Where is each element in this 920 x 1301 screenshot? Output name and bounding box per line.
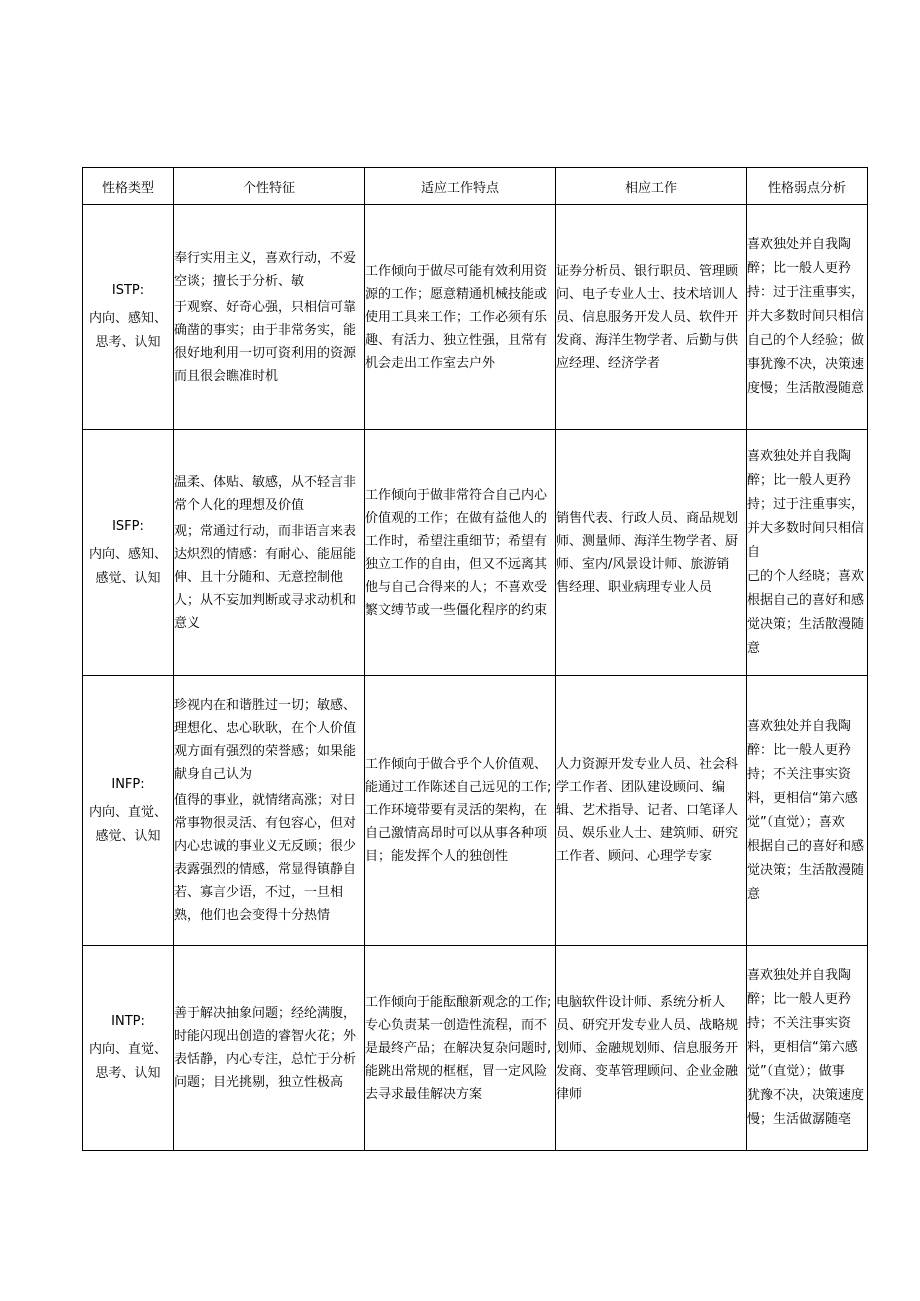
type-desc: 感觉、认知 (95, 570, 161, 586)
feature-line: 繁文缚节或一些僵化程序的约束 (365, 602, 548, 618)
weak-line: 犹豫不决，决策速度 (747, 1088, 865, 1103)
weakness-cell (747, 946, 868, 1151)
feature-line: 目；能发挥个人的独创性 (365, 849, 509, 864)
job-line: 师、室内/风景设计师、旅游销 (556, 556, 730, 572)
weak-line: 料，更相信“第六感 (747, 790, 858, 806)
trait-line: 献身自己认为 (174, 767, 253, 782)
weak-line: 持：过于注重事实， (747, 285, 865, 300)
jobs-cell (556, 430, 747, 676)
weak-line: 持；不关注事实资 (747, 766, 852, 782)
trait-line: 伸、且十分随和、无意控制他 (174, 569, 344, 585)
weak-line: 喜欢独处并自我陶 (747, 718, 852, 734)
job-line: 人力资源开发专业人员、社会科 (556, 757, 739, 772)
job-line: 发商、变革管理顾问、企业金融 (556, 1063, 739, 1079)
weak-line: 喜欢独处并自我陶 (747, 448, 852, 464)
table-row (83, 676, 868, 946)
type-desc: 内向、直觉、 (88, 804, 167, 820)
type-code: INTP: (111, 1014, 145, 1029)
job-line: 应经理、经济学者 (556, 355, 661, 371)
trait-line: 观；常通过行动，而非语言来表 (174, 523, 357, 539)
job-line: 律师 (556, 1086, 583, 1102)
job-line: 证券分析员、银行职员、管理顾 (556, 263, 739, 279)
feature-line: 自己激情高昂时可以从事各种项 (365, 826, 548, 841)
job-line: 电脑软件设计师、系统分析人 (556, 994, 726, 1010)
feature-line: 工作倾向于做合乎个人价值观、 (365, 757, 548, 772)
feature-line: 价值观的工作；在做有益他人的 (365, 510, 548, 526)
weak-line: 慢；生活做潺随亳 (747, 1112, 852, 1127)
weakness-cell (747, 205, 868, 430)
type-cell (83, 946, 174, 1151)
weak-line: 自 (747, 544, 761, 560)
feature-line: 使用工具来工作；工作必须有乐 (365, 309, 548, 325)
job-line: 销售代表、行政人员、商品规划 (556, 510, 739, 526)
weakness-cell (747, 430, 868, 676)
job-line: 工作者、顾问、心理学专家 (556, 849, 713, 864)
weak-line: 觉决策；生活散漫随 (747, 616, 865, 632)
trait-line: 熟，他们也会变得十分热情 (174, 908, 331, 923)
type-cell (83, 676, 174, 946)
job-line: 发商、海洋生物学者、后勤与供 (556, 332, 739, 348)
trait-line: 奉行实用主义，喜欢行动，不爱 (174, 250, 357, 266)
type-desc: 感觉、认知 (95, 828, 161, 844)
type-code: INFP: (111, 776, 145, 792)
trait-line: 常事物很灵活、有包容心，但对 (174, 816, 357, 831)
table-header-row (83, 168, 868, 205)
job-line: 学工作者、团队建设顾问、编 (556, 780, 726, 795)
header-type: 性格类型 (83, 168, 174, 205)
feature-line: 能跳出常规的框框，冒一定风险 (365, 1063, 548, 1079)
feature-line: 源的工作；愿意精通机械技能或 (365, 286, 548, 302)
weak-line: 根据自己的喜好和感 (747, 592, 865, 608)
work-feature-cell (365, 676, 556, 946)
trait-line: 表露强烈的情感，常显得镇静自 (174, 862, 357, 877)
trait-line: 善于解决抽象问题；经纶满腹， (174, 1006, 357, 1021)
personality-table (82, 167, 868, 1151)
work-feature-cell (365, 430, 556, 676)
weak-line: 持；不关注事实资 (747, 1016, 852, 1031)
trait-cell (174, 430, 365, 676)
job-line: 问、电子专业人士、技术培训人 (556, 286, 739, 302)
feature-line: 工作倾向于能酝酿新观念的工作; (365, 994, 552, 1010)
job-line: 划师、金融规划师、信息服务开 (556, 1040, 739, 1056)
trait-line: 人；从不妄加判断或寻求动机和 (174, 592, 357, 608)
type-desc: 思考、认知 (95, 335, 161, 350)
trait-line: 理想化、忠心耿耿，在个人价值 (174, 721, 357, 736)
weak-line: 料，更相信“第六感 (747, 1040, 858, 1055)
job-line: 员、研究开发专业人员、战略规 (556, 1017, 739, 1033)
job-line: 售经理、职业病理专业人员 (556, 579, 713, 595)
trait-line: 珍视内在和谐胜过一切；敏感、 (174, 698, 357, 713)
weak-line: 度慢；生活散漫随意 (747, 381, 865, 396)
type-cell (83, 430, 174, 676)
type-code: ISTP: (111, 283, 145, 298)
trait-line: 意义 (174, 615, 201, 631)
jobs-cell (556, 676, 747, 946)
trait-cell (174, 205, 365, 430)
weak-line: 事犹豫不决，决策速 (747, 357, 865, 372)
trait-line: 问题；目光挑剔，独立性极高 (174, 1075, 344, 1090)
header-weakness: 性格弱点分析 (747, 168, 868, 205)
feature-line: 机会走出工作室去户外 (365, 355, 496, 371)
weak-line: 喜欢独处并自我陶 (747, 968, 852, 983)
trait-line: 表恬静，内心专注，总忙于分析 (174, 1052, 357, 1067)
trait-line: 达炽烈的情感：有耐心、能屈能 (174, 546, 357, 562)
trait-line: 常个人化的理想及价值 (174, 497, 305, 513)
weak-line: 自己的个人经验；做 (747, 333, 865, 348)
weak-line: 醉：比一般人更矜 (747, 742, 852, 758)
feature-line: 他与自己合得来的人；不喜欢受 (365, 579, 548, 595)
weak-line: 意 (747, 886, 761, 902)
trait-line: 观方面有强烈的荣誉感；如果能 (174, 744, 357, 759)
trait-line: 很好地利用一切可资利用的资源 (174, 345, 357, 361)
feature-line: 趣、有活力、独立性强，且常有 (365, 332, 548, 348)
feature-line: 能通过工作陈述自己远见的工作; (365, 780, 552, 795)
feature-line: 工作倾向于做非常符合自己内心 (365, 487, 548, 503)
feature-line: 专心负责某一创造性流程，而不 (365, 1017, 548, 1033)
work-feature-cell (365, 205, 556, 430)
jobs-cell (556, 946, 747, 1151)
trait-line: 时能闪现出创造的睿智火花；外 (174, 1029, 357, 1044)
trait-cell (174, 946, 365, 1151)
weak-line: 醉；比一般人更矜 (747, 261, 852, 276)
weak-line: 并大多数时间只相信 (747, 520, 865, 536)
job-line: 员、娱乐业人士、建筑师、研究 (556, 826, 739, 841)
jobs-cell (556, 205, 747, 430)
type-desc: 内向、直觉、 (88, 1042, 167, 1057)
feature-line: 工作环境带要有灵活的架构，在 (365, 803, 548, 818)
weak-line: 醉；比一般人更矜 (747, 472, 852, 488)
weak-line: 意 (747, 640, 761, 656)
feature-line: 工作时，希望注重细节；希望有 (365, 533, 548, 549)
weak-line: 根据自己的喜好和感 (747, 838, 865, 854)
work-feature-cell (365, 946, 556, 1151)
table-row (83, 430, 868, 676)
weak-line: 觉决策；生活散漫随 (747, 862, 865, 878)
type-desc: 内向、感知、 (88, 311, 167, 326)
weak-line: 并大多数时间只相信 (747, 309, 865, 324)
type-desc: 内向、感知、 (88, 546, 167, 562)
weak-line: 醉；比一般人更矜 (747, 992, 852, 1007)
header-jobs: 相应工作 (556, 168, 747, 205)
trait-line: 确凿的事实；由于非常务实，能 (174, 322, 357, 338)
trait-line: 而且很会瞧准时机 (174, 368, 279, 384)
header-work-features: 适应工作特点 (365, 168, 556, 205)
job-line: 辑、艺术指导、记者、口笔译人 (556, 803, 739, 818)
job-line: 师、测量师、海洋生物学者、厨 (556, 533, 739, 549)
trait-line: 空谈；擅长于分析、敏 (174, 273, 305, 289)
feature-line: 工作倾向于做尽可能有效利用资 (365, 263, 548, 279)
weak-line: 觉”（直觉）；喜欢 (747, 814, 845, 830)
feature-line: 是最终产品；在解决复杂问题时, (365, 1040, 552, 1056)
trait-cell (174, 676, 365, 946)
weak-line: 己的个人经晓；喜欢 (747, 568, 865, 584)
trait-line: 内心忠诚的事业义无反顾；很少 (174, 839, 357, 854)
header-traits: 个性特征 (174, 168, 365, 205)
weak-line: 觉”（直觉）；做事 (747, 1064, 845, 1079)
type-desc: 思考、认知 (95, 1066, 161, 1081)
trait-line: 温柔、体贴、敏感，从不轻言非 (174, 474, 357, 490)
type-cell (83, 205, 174, 430)
job-line: 员、信息服务开发人员、软件开 (556, 309, 739, 325)
trait-line: 于观察、好奇心强，只相信可靠 (174, 299, 357, 315)
table-row (83, 946, 868, 1151)
feature-line: 去寻求最佳解决方案 (365, 1086, 483, 1102)
weakness-cell (747, 676, 868, 946)
trait-line: 值得的事业，就情绪高涨；对日 (174, 793, 357, 808)
weak-line: 持；过于注重事实， (747, 496, 865, 512)
table-row (83, 205, 868, 430)
feature-line: 独立工作的自由，但又不远离其 (365, 556, 548, 572)
trait-line: 若、寡言少语，不过，一旦相 (174, 885, 344, 900)
type-code: ISFP: (112, 518, 144, 534)
weak-line: 喜欢独处并自我陶 (747, 237, 852, 252)
